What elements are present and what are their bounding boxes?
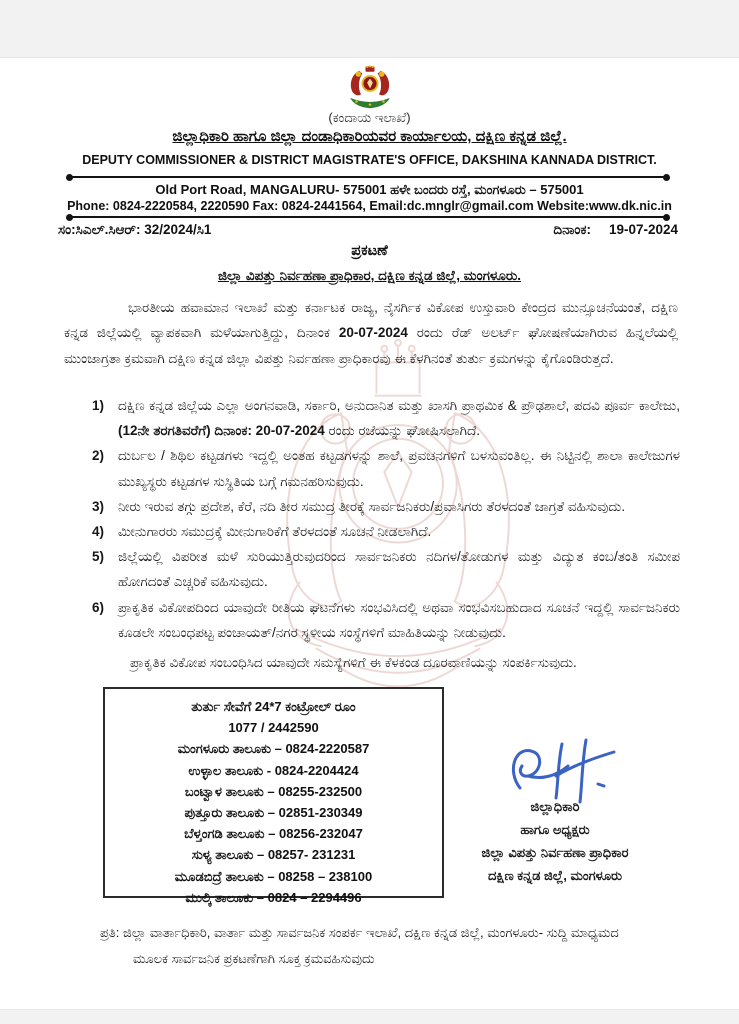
copy-note-line1: ಪ್ರತಿ: ಜಿಲ್ಲಾ ವಾರ್ತಾಧಿಕಾರಿ, ವಾರ್ತಾ ಮತ್ತು ಸಾರ್ವಜನಿಕ ಸಂಪರ್ಕ ಇಲಾಖೆ, ದಕ್ಷಿಣ ಕನ್ನಡ ಜಿಲ್ಲೆ, ಮಂಗಳೂರು- ಸುದ್ದಿ ಮಾಧ್ಯಮದ xyxy=(100,925,619,940)
item-text: ನೀರು ಇರುವ ತಗ್ಗು ಪ್ರದೇಶ, ಕೆರೆ, ನದಿ ತೀರ ಸಮುದ್ರ ತೀರಕ್ಕೆ ಸಾರ್ವಜನಿಕರು/ಪ್ರವಾಸಿಗರು ತೆರಳದಂತೆ ಜಾಗ್ರತೆ ವಹಿಸುವುದು. xyxy=(118,498,626,514)
copy-distribution-note xyxy=(100,920,693,972)
control-room-box xyxy=(103,687,444,905)
control-room-line: ಬಂಟ್ವಾಳ ತಾಲೂಕು – 08255-232500 xyxy=(184,783,363,799)
control-room-line: ಬೆಳ್ತಂಗಡಿ ತಾಲೂಕು – 08256-232047 xyxy=(184,826,363,842)
item-number: 1) xyxy=(92,398,105,413)
item-text: ದಕ್ಷಿಣ ಕನ್ನಡ ಜಿಲ್ಲೆಯ ಎಲ್ಲಾ ಅಂಗನವಾಡಿ, ಸರ್ಕಾರಿ, ಅನುದಾನಿತ ಮತ್ತು ಖಾಸಗಿ ಪ್ರಾಥಮಿಕ & ಪ್ರೌಢಶಾಲೆ, ಪದವಿ ಪೂರ್ವ ಕಾಲೇಜು, (12ನೇ ತರಗತಿವರೆಗೆ) ದಿನಾಂಕ: 20-07-2024 ರಂದು ರಜೆಯನ್ನು ಘೋಷಿಸಲಾಗಿದೆ. xyxy=(118,398,680,439)
copy-note-line2: ಮೂಲಕ ಸಾರ್ವಜನಿಕ ಪ್ರಕಟಣೆಗಾಗಿ ಸೂಕ್ತ ಕ್ರಮವಹಿಸುವುದು xyxy=(133,951,375,966)
scan-top-margin xyxy=(0,0,739,58)
item-number: 4) xyxy=(92,524,105,540)
scan-bottom-margin xyxy=(0,1009,739,1024)
signatory-designation-block xyxy=(430,795,680,887)
notice-date xyxy=(553,222,678,238)
item-text: ಪ್ರಾಕೃತಿಕ ವಿಕೋಪದಿಂದ ಯಾವುದೇ ರೀತಿಯ ಘಟನೆಗಳು ಸಂಭವಿಸಿದಲ್ಲಿ ಅಥವಾ ಸಂಭವಿಸಬಹುದಾದ ಸೂಚನೆ ಇದ್ದಲ್ಲಿ ಸಾರ್ವಜನಿಕರು ಕೂಡಲೇ ಸಂಬಂಧಪಟ್ಟ ಪಂಚಾಯತ್/ನಗರ ಸ್ಥಳೀಯ ಸಂಸ್ಥೆಗಳಿಗೆ ಮಾಹಿತಿಯನ್ನು ನೀಡುವುದು. xyxy=(118,599,680,640)
closing-paragraph: ಪ್ರಾಕೃತಿಕ ವಿಕೋಪ ಸಂಬಂಧಿಸಿದ ಯಾವುದೇ ಸಮಸ್ಯೆಗಳಿಗೆ ಈ ಕೆಳಕಂಡ ದೂರವಾಣಿಯನ್ನು ಸಂಪರ್ಕಿಸುವುದು. xyxy=(130,655,577,670)
office-address: Old Port Road, MANGALURU- 575001 ಹಳೇ ಬಂದರು ರಸ್ತೆ, ಮಂಗಳೂರು – 575001 xyxy=(155,182,584,197)
item-text: ಜಿಲ್ಲೆಯಲ್ಲಿ ವಿಪರೀತ ಮಳೆ ಸುರಿಯುತ್ತಿರುವುದರಿಂದ ಸಾರ್ವಜನಿಕರು ನದಿಗಳ/ತೋಡುಗಳ ಮತ್ತು ವಿದ್ಯುತ ಕಂಬ/ತಂತಿ ಸಮೀಪ ಹೋಗದಂತೆ ಎಚ್ಚರಿಕೆ ವಹಿಸುವುದು. xyxy=(118,549,680,590)
reference-row xyxy=(58,222,678,238)
signatory-line: ಜಿಲ್ಲಾ ವಿಪತ್ತು ನಿರ್ವಹಣಾ ಪ್ರಾಧಿಕಾರ xyxy=(481,845,629,860)
date-value: 19-07-2024 xyxy=(608,222,678,237)
date-label: ದಿನಾಂಕ: xyxy=(553,222,591,237)
notice-item xyxy=(92,494,680,519)
intro-paragraph: ಭಾರತೀಯ ಹವಾಮಾನ ಇಲಾಖೆ ಮತ್ತು ಕರ್ನಾಟಕ ರಾಜ್ಯ, ನೈಸರ್ಗಿಕ ವಿಕೋಪ ಉಸ್ತುವಾರಿ ಕೇಂದ್ರದ ಮುನ್ಸೂಚನೆಯಂತೆ, ದಕ್ಷಿಣ ಕನ್ನಡ ಜಿಲ್ಲೆಯಲ್ಲಿ ವ್ಯಾಪಕವಾಗಿ ಮಳೆಯಾಗುತ್ತಿದ್ದು, ದಿನಾಂಕ 20-07-2024 ರಂದು ರೆಡ್ ಅಲರ್ಟ್ ಘೋಷಣೆಯಾಗಿರುವ ಹಿನ್ನಲೆಯಲ್ಲಿ ಮುಂಜಾಗ್ರತಾ ಕ್ರಮವಾಗಿ ದಕ್ಷಿಣ ಕನ್ನಡ ಜಿಲ್ಲಾ ವಿಪತ್ತು ನಿರ್ವಹಣಾ ಪ್ರಾಧಿಕಾರವು ಈ ಕೆಳಗಿನಂತೆ ತುರ್ತು ಕ್ರಮಗಳನ್ನು ಕೈಗೊಂಡಿರುತ್ತದೆ. xyxy=(64,300,678,366)
notice-subject: ಜಿಲ್ಲಾ ವಿಪತ್ತು ನಿರ್ವಹಣಾ ಪ್ರಾಧಿಕಾರ, ದಕ್ಷಿಣ ಕನ್ನಡ ಜಿಲ್ಲೆ, ಮಂಗಳೂರು. xyxy=(217,268,522,283)
karnataka-state-emblem-icon xyxy=(343,64,397,112)
signatory-line: ಹಾಗೂ ಅಧ್ಯಕ್ಷರು xyxy=(520,822,590,837)
notice-item xyxy=(92,519,680,544)
reference-number: ಸಂ:ಸಿಎಲ್.ಸಿಆರ್: 32/2024/ಸಿ1 xyxy=(58,222,212,237)
control-room-line: 1077 / 2442590 xyxy=(228,720,319,736)
header-separator-rule xyxy=(69,176,667,178)
office-name-english: DEPUTY COMMISSIONER & DISTRICT MAGISTRATE'S OFFICE, DAKSHINA KANNADA DISTRICT. xyxy=(82,153,657,167)
item-number: 5) xyxy=(92,549,105,565)
notice-item-list xyxy=(92,393,680,645)
office-name-kannada: ಜಿಲ್ಲಾಧಿಕಾರಿ ಹಾಗೂ ಜಿಲ್ಲಾ ದಂಡಾಧಿಕಾರಿಯವರ ಕಾರ್ಯಾಲಯ, ದಕ್ಷಿಣ ಕನ್ನಡ ಜಿಲ್ಲೆ. xyxy=(172,128,567,145)
notice-title: ಪ್ರಕಟಣೆ xyxy=(351,243,388,259)
control-room-line: ಮಂಗಳೂರು ತಾಲೂಕು – 0824-2220587 xyxy=(177,741,370,757)
item-number: 2) xyxy=(92,448,105,464)
control-room-line: ಉಳ್ಳಾಲ ತಾಲೂಕು - 0824-2204424 xyxy=(188,762,359,778)
control-room-line: ಮುಲ್ಕಿ ತಾಲೂಕು – 0824 – 2294496 xyxy=(185,889,362,905)
control-room-line: ಮೂಡಬಿದ್ರೆ ತಾಲೂಕು – 08258 – 238100 xyxy=(174,868,373,884)
control-room-line: ಸುಳ್ಯ ತಾಲೂಕು – 08257- 231231 xyxy=(191,847,356,863)
signatory-line: ಜಿಲ್ಲಾಧಿಕಾರಿ xyxy=(530,799,580,814)
notice-item xyxy=(92,393,680,443)
notice-item xyxy=(92,595,680,645)
item-number: 6) xyxy=(92,599,105,615)
header-separator-rule xyxy=(69,216,667,218)
office-contact-line: Phone: 0824-2220584, 2220590 Fax: 0824-2441564, Email:dc.mnglr@gmail.com Website:www.dk.nic.in xyxy=(67,199,672,213)
item-text: ಮೀನುಗಾರರು ಸಮುದ್ರಕ್ಕೆ ಮೀನುಗಾರಿಕೆಗೆ ತೆರಳದಂತೆ ಸೂಚನೆ ನೀಡಲಾಗಿದೆ. xyxy=(118,524,432,540)
item-text: ದುರ್ಬಲ / ಶಿಥಿಲ ಕಟ್ಟಡಗಳು ಇದ್ದಲ್ಲಿ ಅಂತಹ ಕಟ್ಟಡಗಳನ್ನು ಶಾಲೆ, ಪ್ರವಚನಗಳಿಗೆ ಬಳಸುವಂತಿಲ್ಲ. ಈ ನಿಟ್ಟಿನಲ್ಲಿ ಶಾಲಾ ಕಾಲೇಜುಗಳ ಮುಖ್ಯಸ್ಥರು ಕಟ್ಟಡಗಳ ಸುಸ್ಥಿತಿಯ ಬಗ್ಗೆ ಗಮನಹರಿಸುವುದು. xyxy=(118,448,680,489)
department-note: (ಕಂದಾಯ ಇಲಾಖೆ) xyxy=(328,110,411,125)
notice-item xyxy=(92,443,680,493)
notice-item xyxy=(92,544,680,594)
control-room-line: ತುರ್ತು ಸೇವೆಗೆ 24*7 ಕಂಟ್ರೋಲ್ ರೂಂ xyxy=(191,699,356,714)
item-number: 3) xyxy=(92,498,105,514)
signatory-line: ದಕ್ಷಿಣ ಕನ್ನಡ ಜಿಲ್ಲೆ, ಮಂಗಳೂರು xyxy=(487,868,623,883)
control-room-line: ಪುತ್ತೂರು ತಾಲೂಕು – 02851-230349 xyxy=(184,805,363,821)
